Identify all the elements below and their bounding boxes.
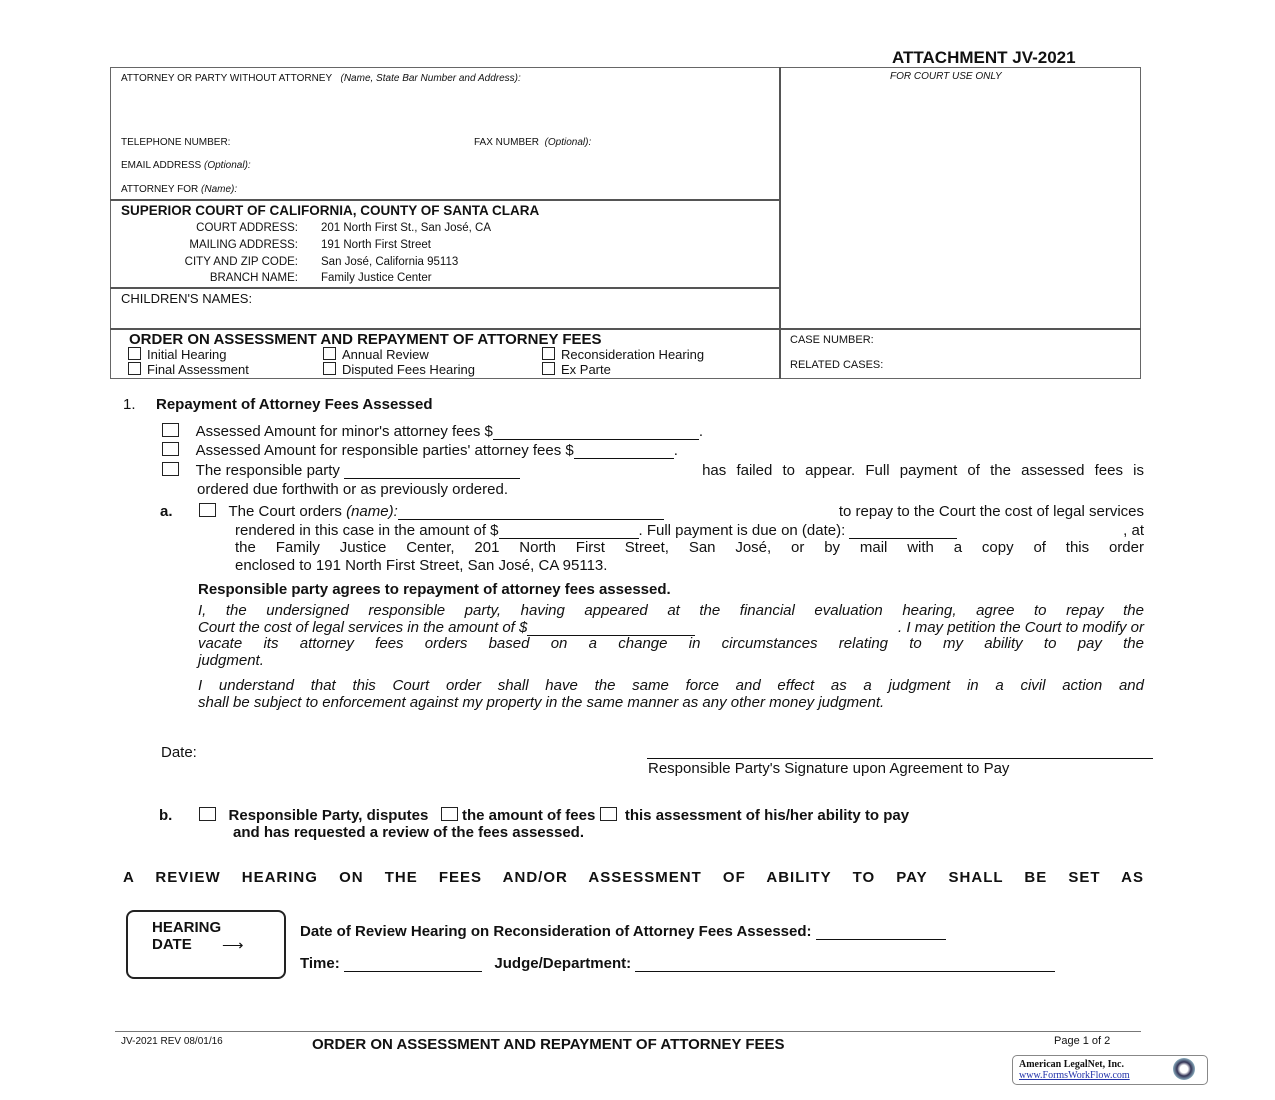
section-number: 1. xyxy=(123,396,136,413)
city-zip-label: CITY AND ZIP CODE: xyxy=(184,256,298,268)
childrens-names-field[interactable]: CHILDREN'S NAMES: xyxy=(121,291,253,306)
attachment-title: ATTACHMENT JV-2021 xyxy=(892,48,1076,67)
case-number-field[interactable]: CASE NUMBER: xyxy=(790,334,874,346)
date-label: DATE xyxy=(152,936,192,953)
understand-text-2: shall be subject to enforcement against my property in the same manner as any other money judgment. xyxy=(198,694,885,711)
payment-address-text: enclosed to 191 North First Street, San José, CA 95113. xyxy=(235,557,608,574)
review-date-field[interactable]: Date of Review Hearing on Reconsideration of Attorney Fees Assessed: xyxy=(300,923,946,940)
court-title: SUPERIOR COURT OF CALIFORNIA, COUNTY OF SANTA CLARA xyxy=(121,203,540,218)
related-cases-field[interactable]: RELATED CASES: xyxy=(790,359,884,371)
amount-line[interactable]: rendered in this case in the amount of $ . Full payment is due on (date): , at xyxy=(235,522,1144,539)
attorney-for-field[interactable]: ATTORNEY FOR (Name): xyxy=(121,184,238,195)
time-judge-field[interactable]: Time: Judge/Department: xyxy=(300,955,1055,972)
court-orders-item[interactable]: The Court orders (name): to repay to the Court the cost of legal services xyxy=(199,503,1144,520)
understand-text-1: I understand that this Court order shall have the same force and effect as a judgment in a civil action and xyxy=(198,677,1144,694)
checkbox-ex-parte[interactable]: Ex Parte xyxy=(542,362,611,377)
branch-name-value: Family Justice Center xyxy=(321,272,432,284)
attorney-field[interactable]: ATTORNEY OR PARTY WITHOUT ATTORNEY (Name, State Bar Number and Address): xyxy=(121,73,521,84)
footer-title: ORDER ON ASSESSMENT AND REPAYMENT OF ATTORNEY FEES xyxy=(312,1036,785,1053)
checkbox-initial-hearing[interactable]: Initial Hearing xyxy=(128,347,227,362)
arrow-right-icon: ⟶ xyxy=(222,937,244,954)
branch-name-label: BRANCH NAME: xyxy=(209,272,298,284)
checkbox-final-assessment[interactable]: Final Assessment xyxy=(128,362,249,377)
mailing-address-value: 191 North First Street xyxy=(321,239,431,251)
checkbox-reconsideration-hearing[interactable]: Reconsideration Hearing xyxy=(542,347,704,362)
page-number: Page 1 of 2 xyxy=(1054,1035,1111,1047)
date-field[interactable]: Date: xyxy=(161,744,197,761)
hearing-label: HEARING xyxy=(152,919,222,936)
item-a-label: a. xyxy=(160,503,173,520)
globe-icon xyxy=(1173,1058,1195,1080)
checkbox-ability-to-pay xyxy=(600,807,617,821)
brand-url[interactable]: www.FormsWorkFlow.com xyxy=(1019,1070,1130,1081)
city-zip-value: San José, California 95113 xyxy=(321,256,459,268)
agree-text-1: I, the undersigned responsible party, having appeared at the financial evaluation hearing, agree to repay the xyxy=(198,602,1144,619)
agree-text-3: vacate its attorney fees orders based on a change in circumstances relating to my ability to pay the xyxy=(198,635,1144,652)
review-requested-text: and has requested a review of the fees assessed. xyxy=(233,824,584,841)
fax-field[interactable]: FAX NUMBER (Optional): xyxy=(474,137,592,148)
agree-title: Responsible party agrees to repayment of attorney fees assessed. xyxy=(198,581,671,598)
checkbox-amount-of-fees xyxy=(441,807,458,821)
failed-to-appear-item[interactable]: The responsible party has failed to appear. Full payment of the assessed fees is xyxy=(162,462,1144,479)
court-use-label: FOR COURT USE ONLY xyxy=(890,71,1002,82)
legalnet-logo[interactable] xyxy=(1012,1055,1208,1085)
minor-fees-item[interactable]: Assessed Amount for minor's attorney fees $ . xyxy=(162,423,703,440)
hearing-date-box xyxy=(126,910,286,979)
telephone-field[interactable]: TELEPHONE NUMBER: xyxy=(121,137,231,148)
parties-fees-item[interactable]: Assessed Amount for responsible parties' attorney fees $ . xyxy=(162,442,678,459)
brand-text: American LegalNet, Inc. xyxy=(1019,1059,1124,1070)
checkbox-annual-review[interactable]: Annual Review xyxy=(323,347,429,362)
court-address-value: 201 North First St., San José, CA xyxy=(321,222,492,234)
review-hearing-heading: A REVIEW HEARING ON THE FEES AND/OR ASSESSMENT OF ABILITY TO PAY SHALL BE SET AS xyxy=(123,869,1144,886)
signature-line[interactable] xyxy=(647,758,1153,759)
form-title: ORDER ON ASSESSMENT AND REPAYMENT OF ATTORNEY FEES xyxy=(129,331,602,348)
agree-text-4: judgment. xyxy=(198,652,264,669)
mailing-address-label: MAILING ADDRESS: xyxy=(189,239,298,251)
checkbox-disputed-fees-hearing[interactable]: Disputed Fees Hearing xyxy=(323,362,475,377)
agree-text-2[interactable]: Court the cost of legal services in the amount of $ . I may petition the Court to modify or xyxy=(198,619,1144,636)
section-title: Repayment of Attorney Fees Assessed xyxy=(156,396,433,413)
item-b-label: b. xyxy=(159,807,173,824)
email-field[interactable]: EMAIL ADDRESS (Optional): xyxy=(121,160,251,171)
court-address-label: COURT ADDRESS: xyxy=(196,222,298,234)
failed-to-appear-text: ordered due forthwith or as previously ordered. xyxy=(197,481,509,498)
form-revision: JV-2021 REV 08/01/16 xyxy=(121,1036,223,1047)
payment-location-text: the Family Justice Center, 201 North First Street, San José, or by mail with a copy of this order xyxy=(235,539,1144,556)
signature-label: Responsible Party's Signature upon Agreement to Pay xyxy=(648,760,1010,777)
disputes-item[interactable]: Responsible Party, disputes the amount of fees this assessment of his/her ability to pay xyxy=(199,807,909,824)
